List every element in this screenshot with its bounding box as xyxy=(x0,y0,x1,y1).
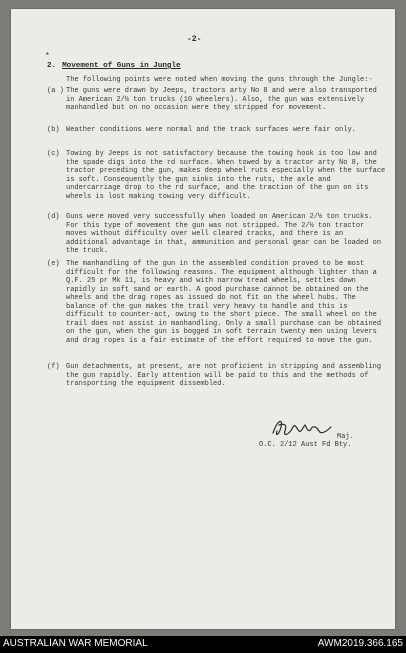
paragraph-label: (d) xyxy=(47,213,60,221)
paragraph-label: (b) xyxy=(47,126,60,134)
intro-text: The following points were noted when moving the guns through the Jungle:- xyxy=(66,76,373,84)
paragraph-c xyxy=(47,150,387,201)
section-number: 2. xyxy=(47,62,57,70)
paragraph-text: Gun detachments, at present, are not proficient in stripping and assembling the gun rapidly. Early attention will be paid to this and the methods of transporting the equipment dissembled. xyxy=(66,363,382,388)
paragraph-label: (e) xyxy=(47,260,60,268)
paragraph-d xyxy=(47,213,387,256)
paragraph-text: Towing by Jeeps is not satisfactory because the towing hook is too low and the spade digs into the rd surface. When towed by a tractor arty No 8, the tractor preceding the gun, makes deep wheel ruts especially when the surface is soft. Consequently the gun sinks into the ruts, the axle and undercarriage drop to the rd surface, and the traction of the gun on its wheels is lost making towing very difficult. xyxy=(66,150,386,201)
paragraph-a xyxy=(47,87,387,113)
footer-bar xyxy=(0,636,406,653)
footer-accession-number: AWM2019.366.165 xyxy=(317,638,403,649)
section-title: Movement of Guns in Jungle xyxy=(62,62,181,70)
section-heading xyxy=(47,62,181,70)
footer-source: AUSTRALIAN WAR MEMORIAL xyxy=(3,638,148,649)
paragraph-text: Guns were moved very successfully when loaded on American 2/½ ton trucks. For this type of movement the gun was not stripped. The 2/½ ton tractor moves without difficulty over well cleared tracks, and there is an additional advantage in that, ammunition and personal gear can be loaded on the truck. xyxy=(66,213,382,255)
paragraph-label: (f) xyxy=(47,363,60,371)
page-number: -2- xyxy=(187,35,202,44)
paragraph-e xyxy=(47,260,387,345)
paragraph-b xyxy=(47,126,387,135)
document-page xyxy=(11,9,395,629)
paragraph-label: (a ) xyxy=(47,87,64,95)
signature-rank: Maj. xyxy=(337,433,354,441)
paragraph-text: Weather conditions were normal and the track surfaces were fair only. xyxy=(66,126,356,134)
signature-unit: O.C. 2/12 Aust Fd Bty. xyxy=(259,441,352,449)
paragraph-label: (c) xyxy=(47,150,60,158)
paragraph-text: The guns were drawn by Jeeps, tractors arty No 8 and were also transported in American 2/½ ton trucks (10 wheelers). Also, the gun was extensively manhandled but on no occasion were they stripped for movement. xyxy=(66,87,377,112)
paragraph-f xyxy=(47,363,387,389)
margin-mark: * xyxy=(45,52,50,61)
paragraph-text: The manhandling of the gun in the assembled condition proved to be most difficult for the following reasons. The equipment although lighter than a Q.F. 25 pr Mk 11, is heavy and with narrow tread wheels, settles down rapidly in soft sand or earth. A good purchase cannot be obtained on the wheels and the drag ropes as issued do not fit on the wheel hubs. The balance of the gun makes the trail very heavy to handle and this is difficult to counter-act, owing to the short piece. The small wheel on the trail does not assist in manhandling. Only a small purchase can be obtained on the gun, when the gun is bogged in soft terrain twenty men using levers and drag ropes is a fair estimate of the effort required to move the gun. xyxy=(66,260,382,345)
